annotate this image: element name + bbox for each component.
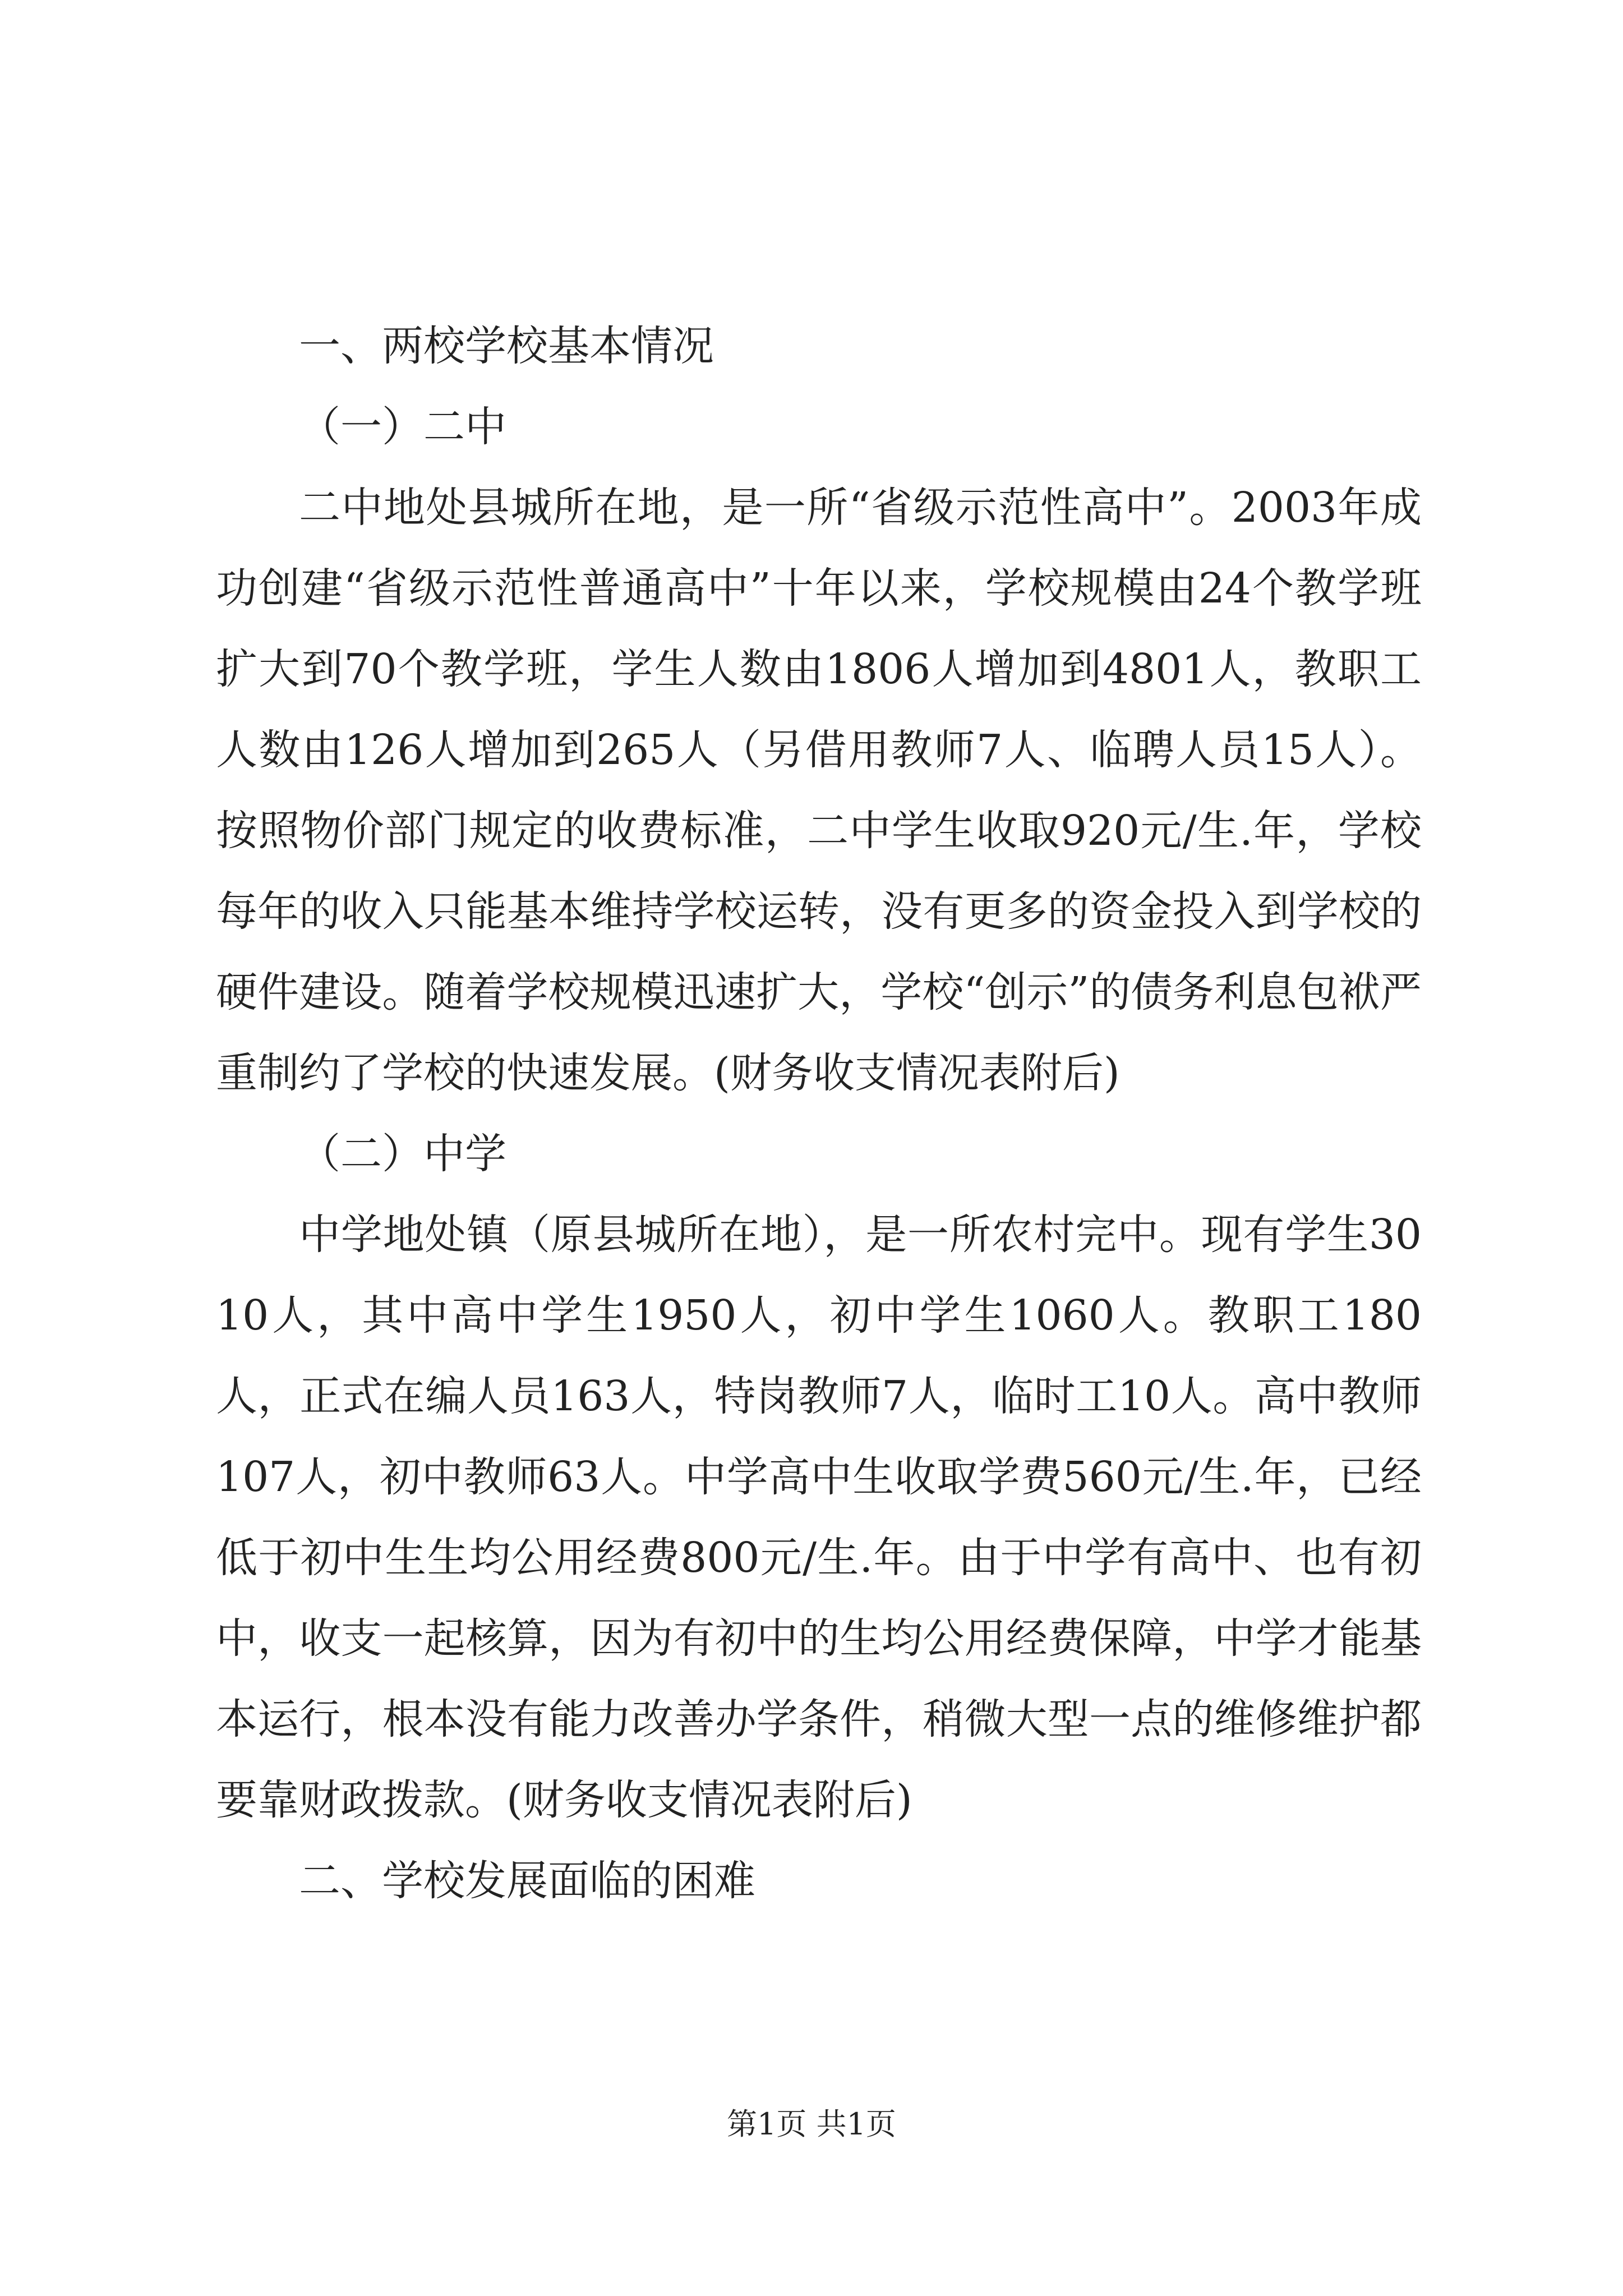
subsection-heading-2: （二）中学: [299, 1130, 506, 1178]
document-body: [216, 306, 1422, 1921]
section-heading-1: 一、两校学校基本情况: [299, 322, 714, 370]
subsection-heading-1: （一）二中: [299, 403, 506, 451]
paragraph-zhongxue: 中学地处镇（原县城所在地），是一所农村完中。现有学生3010人，其中高中学生1950人，初中学生1060人。教职工180人，正式在编人员163人，特岗教师7人，临时工10人。高中教师107人，初中教师63人。中学高中生收取学费560元/生.年，已经低于初中生生均公用经费800元/生.年。由于中学有高中、也有初中，收支一起核算，因为有初中的生均公用经费保障，中学才能基本运行，根本没有能力改善办学条件，稍微大型一点的维修维护都要靠财政拨款。(财务收支情况表附后): [216, 1211, 1422, 1824]
section-heading-2: 二、学校发展面临的困难: [299, 1857, 755, 1905]
page-footer: 第1页 共1页: [727, 2106, 896, 2142]
paragraph-erzhong: 二中地处县城所在地，是一所“省级示范性高中”。2003年成功创建“省级示范性普通高中”十年以来，学校规模由24个教学班扩大到70个教学班，学生人数由1806人增加到4801人，教职工人数由126人增加到265人（另借用教师7人、临聘人员15人）。按照物价部门规定的收费标准，二中学生收取920元/生.年，学校每年的收入只能基本维持学校运转，没有更多的资金投入到学校的硬件建设。随着学校规模迅速扩大，学校“创示”的债务利息包袱严重制约了学校的快速发展。(财务收支情况表附后): [216, 484, 1422, 1097]
